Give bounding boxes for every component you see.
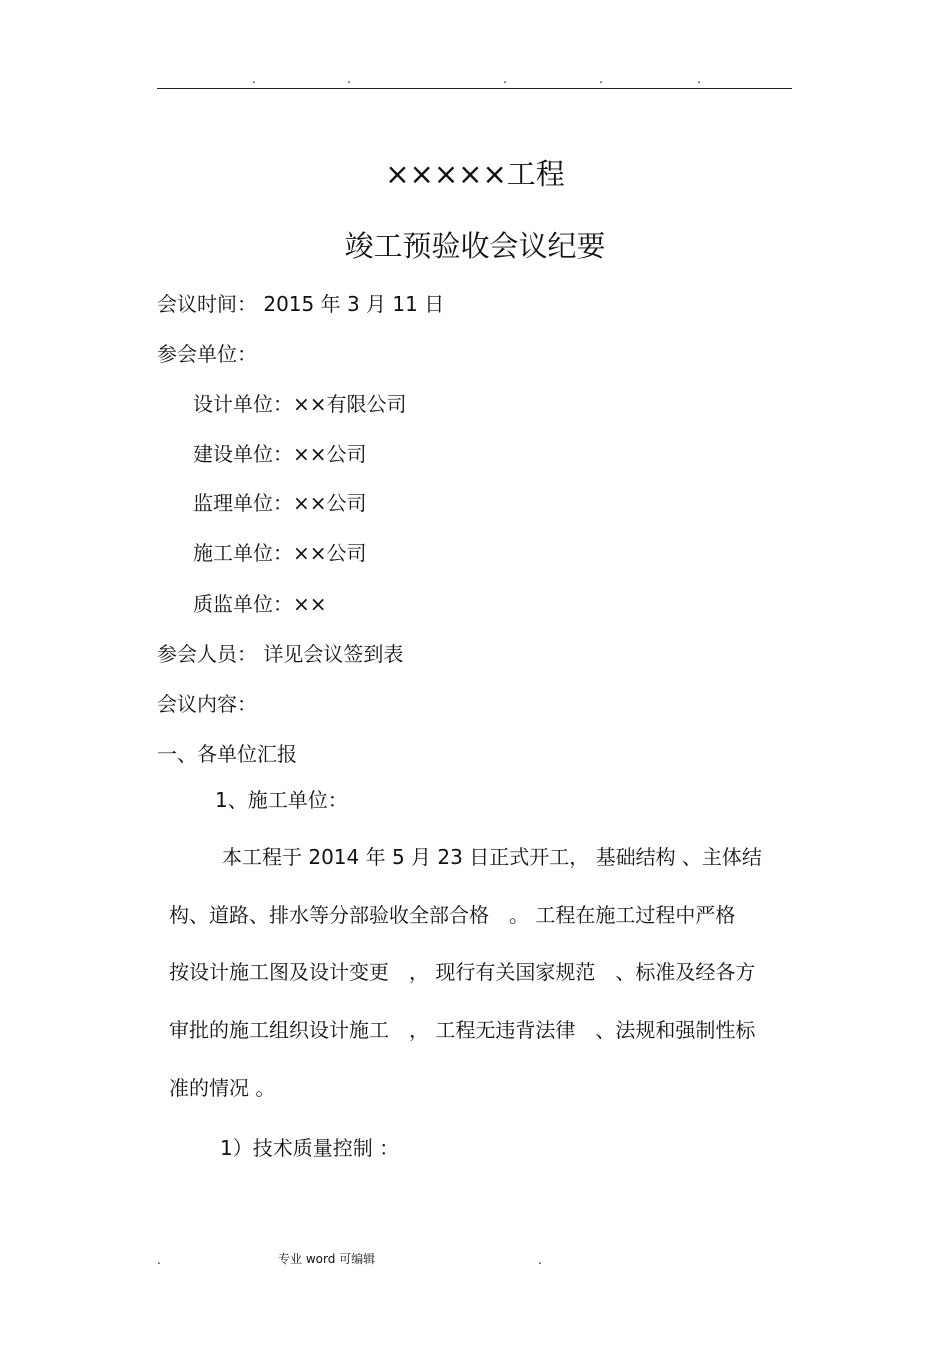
section-heading: 一、各单位汇报	[157, 742, 297, 766]
sub-sub-heading: 1）技术质量控制 ：	[220, 1136, 400, 1160]
content-heading: 会议内容：	[157, 692, 257, 716]
unit-supervision: 监理单位：××公司	[193, 491, 367, 515]
paragraph-line: 审批的施工组织设计施工 ， 工程无违背法律 、法规和强制性标	[169, 1018, 756, 1042]
footer-text: 专业 word 可编辑	[278, 1252, 376, 1266]
meeting-time: 会议时间： 2015 年 3 月 11 日	[157, 292, 445, 316]
unit-construction: 施工单位：××公司	[193, 541, 367, 565]
paragraph-line: 准的情况 。	[169, 1076, 276, 1100]
header-dot: .	[252, 72, 256, 86]
unit-design: 设计单位：××有限公司	[193, 392, 407, 416]
footer-dot-right: .	[538, 1253, 542, 1267]
unit-quality-supervision: 质监单位：××	[193, 592, 327, 616]
paragraph-line: 按设计施工图及设计变更 ， 现行有关国家规范 、标准及经各方	[169, 960, 756, 984]
header-dots	[0, 72, 950, 86]
header-rule	[157, 88, 792, 89]
document-title: ×××××工程	[385, 157, 565, 191]
footer-dot-left: .	[157, 1253, 161, 1267]
document-subtitle: 竣工预验收会议纪要	[344, 229, 606, 263]
unit-owner: 建设单位：××公司	[193, 442, 367, 466]
header-dot: .	[503, 72, 507, 86]
paragraph-line: 本工程于 2014 年 5 月 23 日正式开工， 基础结构 、主体结	[222, 845, 762, 869]
sub-heading: 1、施工单位：	[215, 788, 348, 812]
attendees: 参会人员： 详见会议签到表	[157, 642, 404, 666]
header-dot: .	[599, 72, 603, 86]
header-dot: .	[347, 72, 351, 86]
header-dot: .	[697, 72, 701, 86]
paragraph-line: 构、道路、排水等分部验收全部合格 。 工程在施工过程中严格	[169, 903, 736, 927]
units-heading: 参会单位：	[157, 342, 257, 366]
